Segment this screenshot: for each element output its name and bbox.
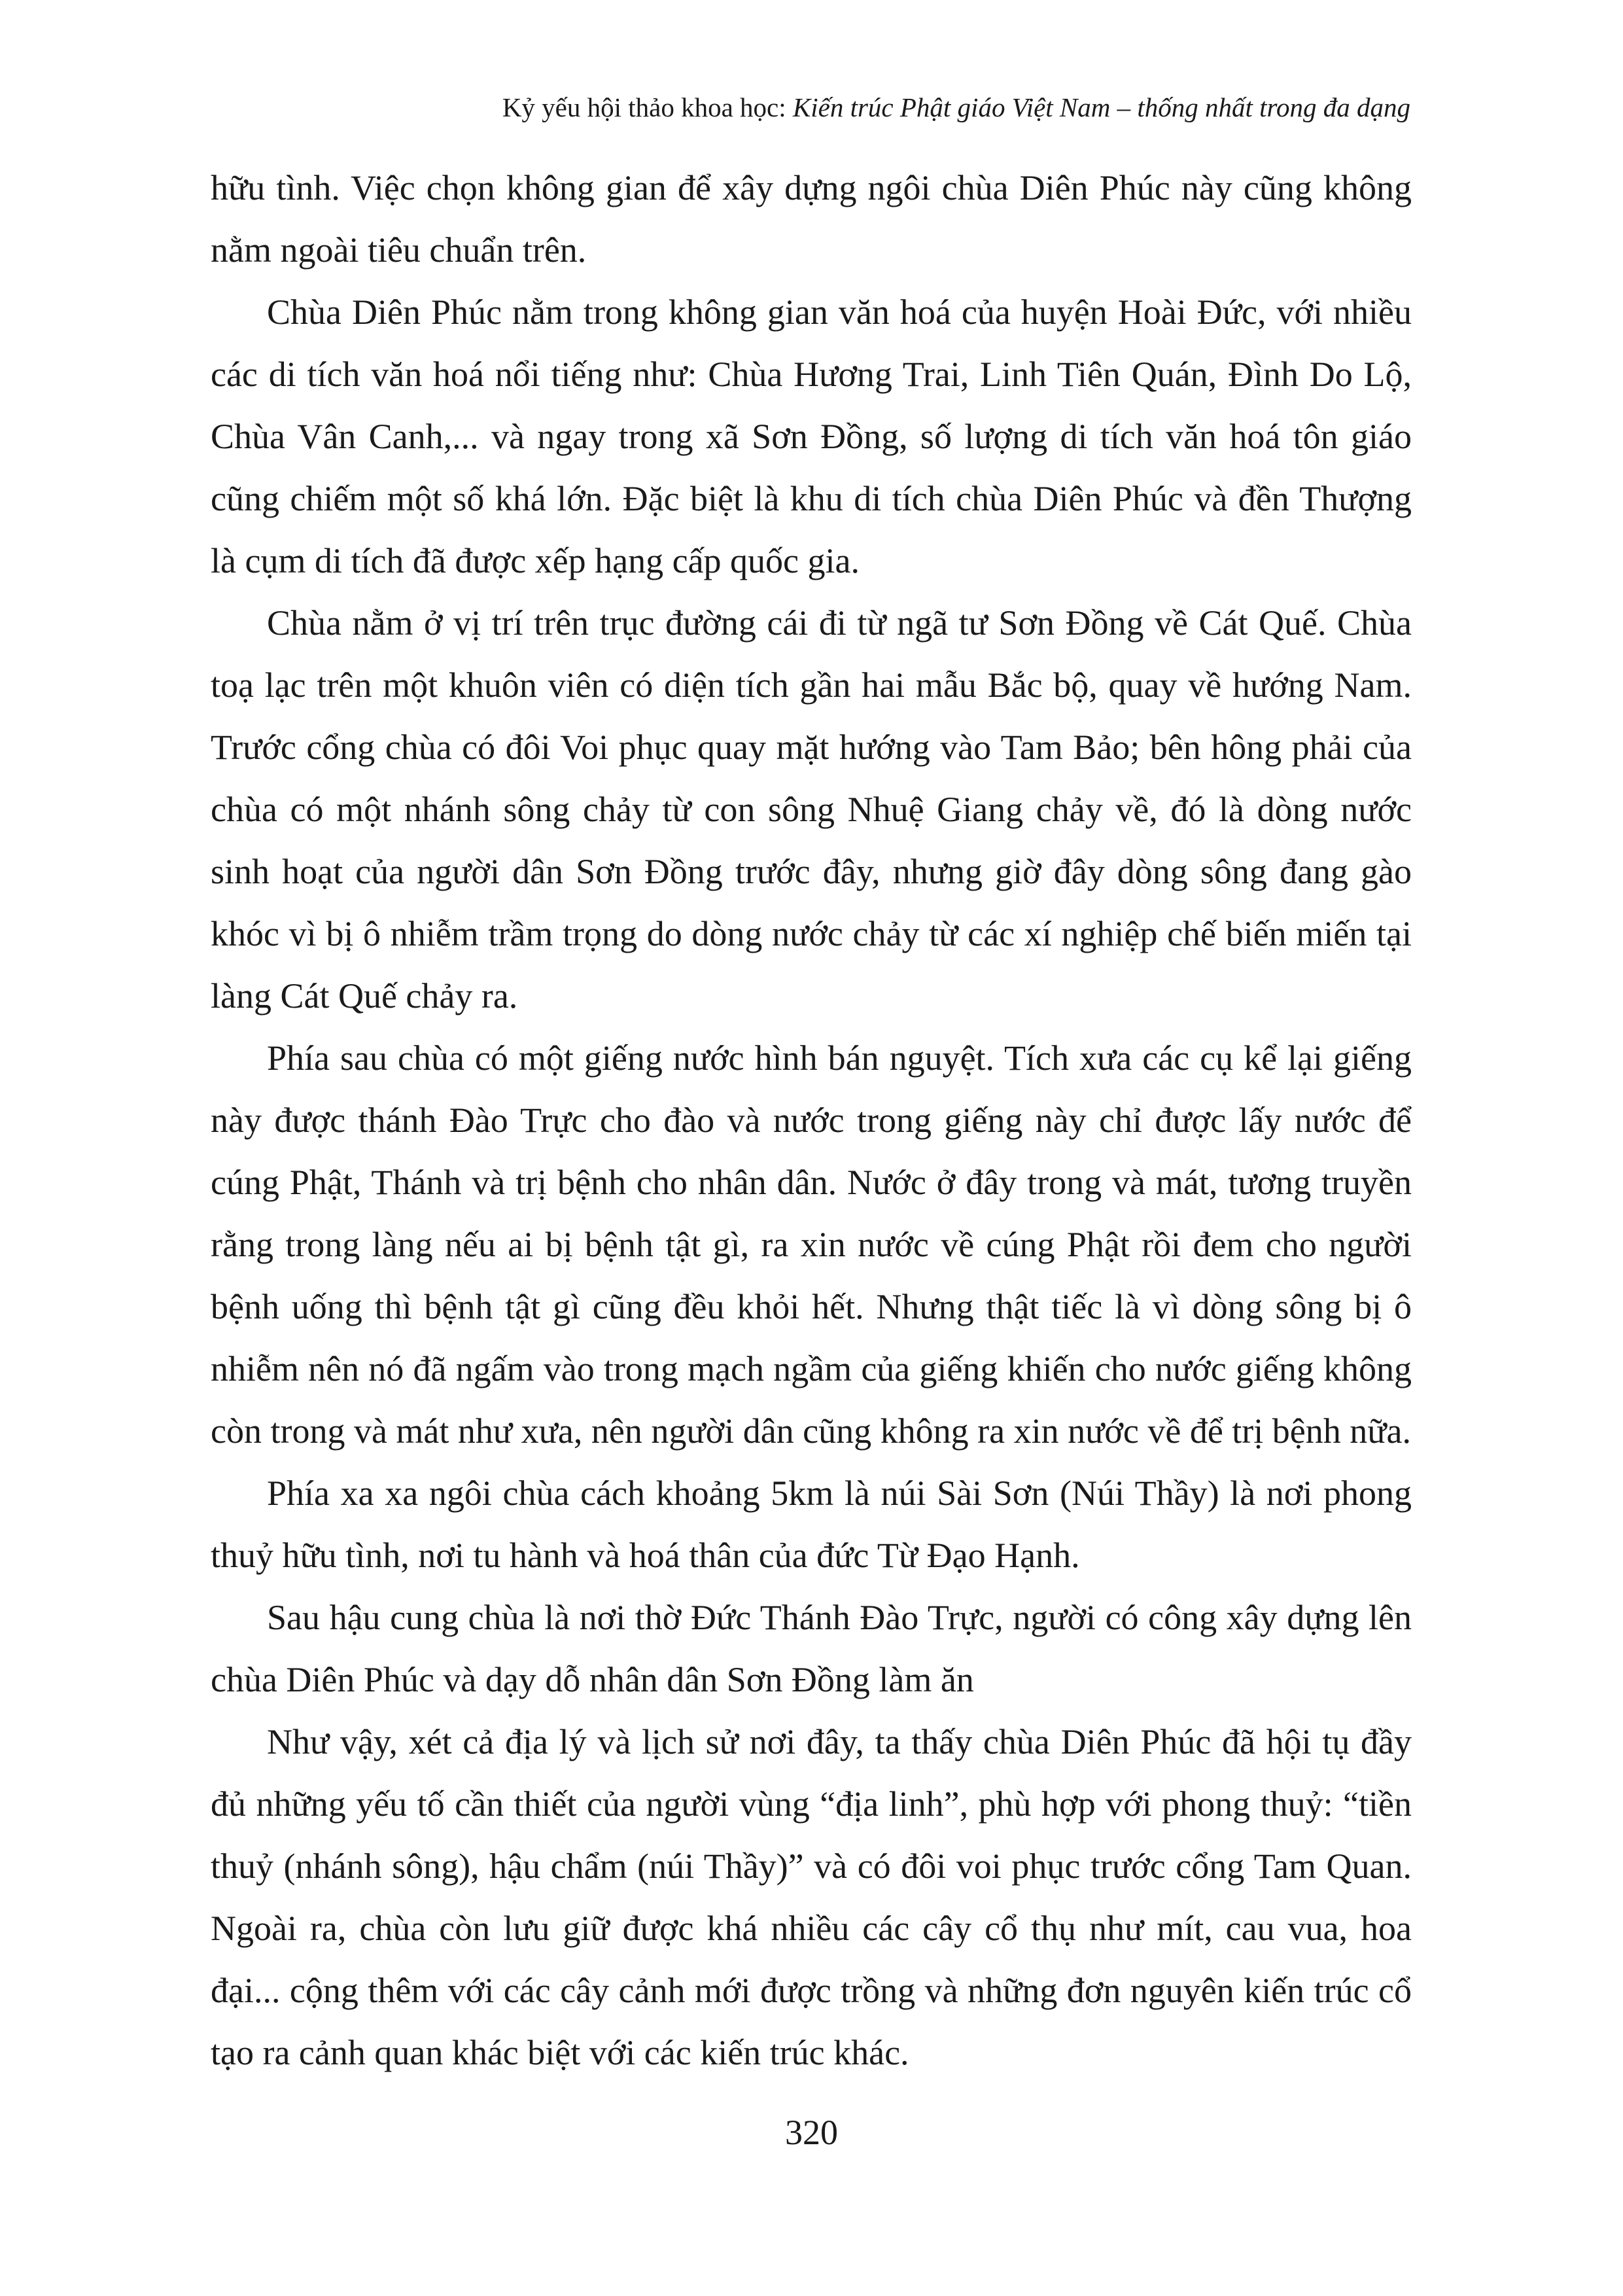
page-number: 320	[785, 2113, 838, 2152]
running-header	[502, 92, 1410, 124]
paragraph: Như vậy, xét cả địa lý và lịch sử nơi đây, ta thấy chùa Diên Phúc đã hội tụ đầy đủ những yếu tố cần thiết của người vùng “địa linh”, phù hợp với phong thuỷ: “tiền thuỷ (nhánh sông), hậu chẩm (núi Thầy)” và có đôi voi phục trước cổng Tam Quan. Ngoài ra, chùa còn lưu giữ được khá nhiều các cây cổ thụ như mít, cau vua, hoa đại... cộng thêm với các cây cảnh mới được trồng và những đơn nguyên kiến trúc cổ tạo ra cảnh quan khác biệt với các kiến trúc khác.	[211, 1722, 1412, 2072]
paragraph: Chùa nằm ở vị trí trên trục đường cái đi từ ngã tư Sơn Đồng về Cát Quế. Chùa toạ lạc trên một khuôn viên có diện tích gần hai mẫu Bắc bộ, quay về hướng Nam. Trước cổng chùa có đôi Voi phục quay mặt hướng vào Tam Bảo; bên hông phải của chùa có một nhánh sông chảy từ con sông Nhuệ Giang chảy về, đó là dòng nước sinh hoạt của người dân Sơn Đồng trước đây, nhưng giờ đây dòng sông đang gào khóc vì bị ô nhiễm trầm trọng do dòng nước chảy từ các xí nghiệp chế biến miến tại làng Cát Quế chảy ra.	[211, 603, 1412, 1016]
paragraph-continued: hữu tình. Việc chọn không gian để xây dựng ngôi chùa Diên Phúc này cũng không nằm ngoài tiêu chuẩn trên.	[211, 168, 1412, 270]
header-title: Kiến trúc Phật giáo Việt Nam – thống nhất trong đa dạng	[792, 92, 1410, 122]
paragraph: Phía xa xa ngôi chùa cách khoảng 5km là núi Sài Sơn (Núi Thầy) là nơi phong thuỷ hữu tình, nơi tu hành và hoá thân của đức Từ Đạo Hạnh.	[211, 1474, 1412, 1575]
paragraph: Phía sau chùa có một giếng nước hình bán nguyệt. Tích xưa các cụ kể lại giếng này được thánh Đào Trực cho đào và nước trong giếng này chỉ được lấy nước để cúng Phật, Thánh và trị bệnh cho nhân dân. Nước ở đây trong và mát, tương truyền rằng trong làng nếu ai bị bệnh tật gì, ra xin nước về cúng Phật rồi đem cho người bệnh uống thì bệnh tật gì cũng đều khỏi hết. Nhưng thật tiếc là vì dòng sông bị ô nhiễm nên nó đã ngấm vào trong mạch ngầm của giếng khiến cho nước giếng không còn trong và mát như xưa, nên người dân cũng không ra xin nước về để trị bệnh nữa.	[211, 1038, 1412, 1451]
header-prefix: Kỷ yếu hội thảo khoa học:	[502, 92, 793, 122]
paragraph: Sau hậu cung chùa là nơi thờ Đức Thánh Đào Trực, người có công xây dựng lên chùa Diên Phúc và dạy dỗ nhân dân Sơn Đồng làm ăn	[211, 1598, 1412, 1699]
paragraph: Chùa Diên Phúc nằm trong không gian văn hoá của huyện Hoài Đức, với nhiều các di tích văn hoá nổi tiếng như: Chùa Hương Trai, Linh Tiên Quán, Đình Do Lộ, Chùa Vân Canh,... và ngay trong xã Sơn Đồng, số lượng di tích văn hoá tôn giáo cũng chiếm một số khá lớn. Đặc biệt là khu di tích chùa Diên Phúc và đền Thượng là cụm di tích đã được xếp hạng cấp quốc gia.	[211, 292, 1412, 580]
body-text	[211, 157, 1412, 2084]
